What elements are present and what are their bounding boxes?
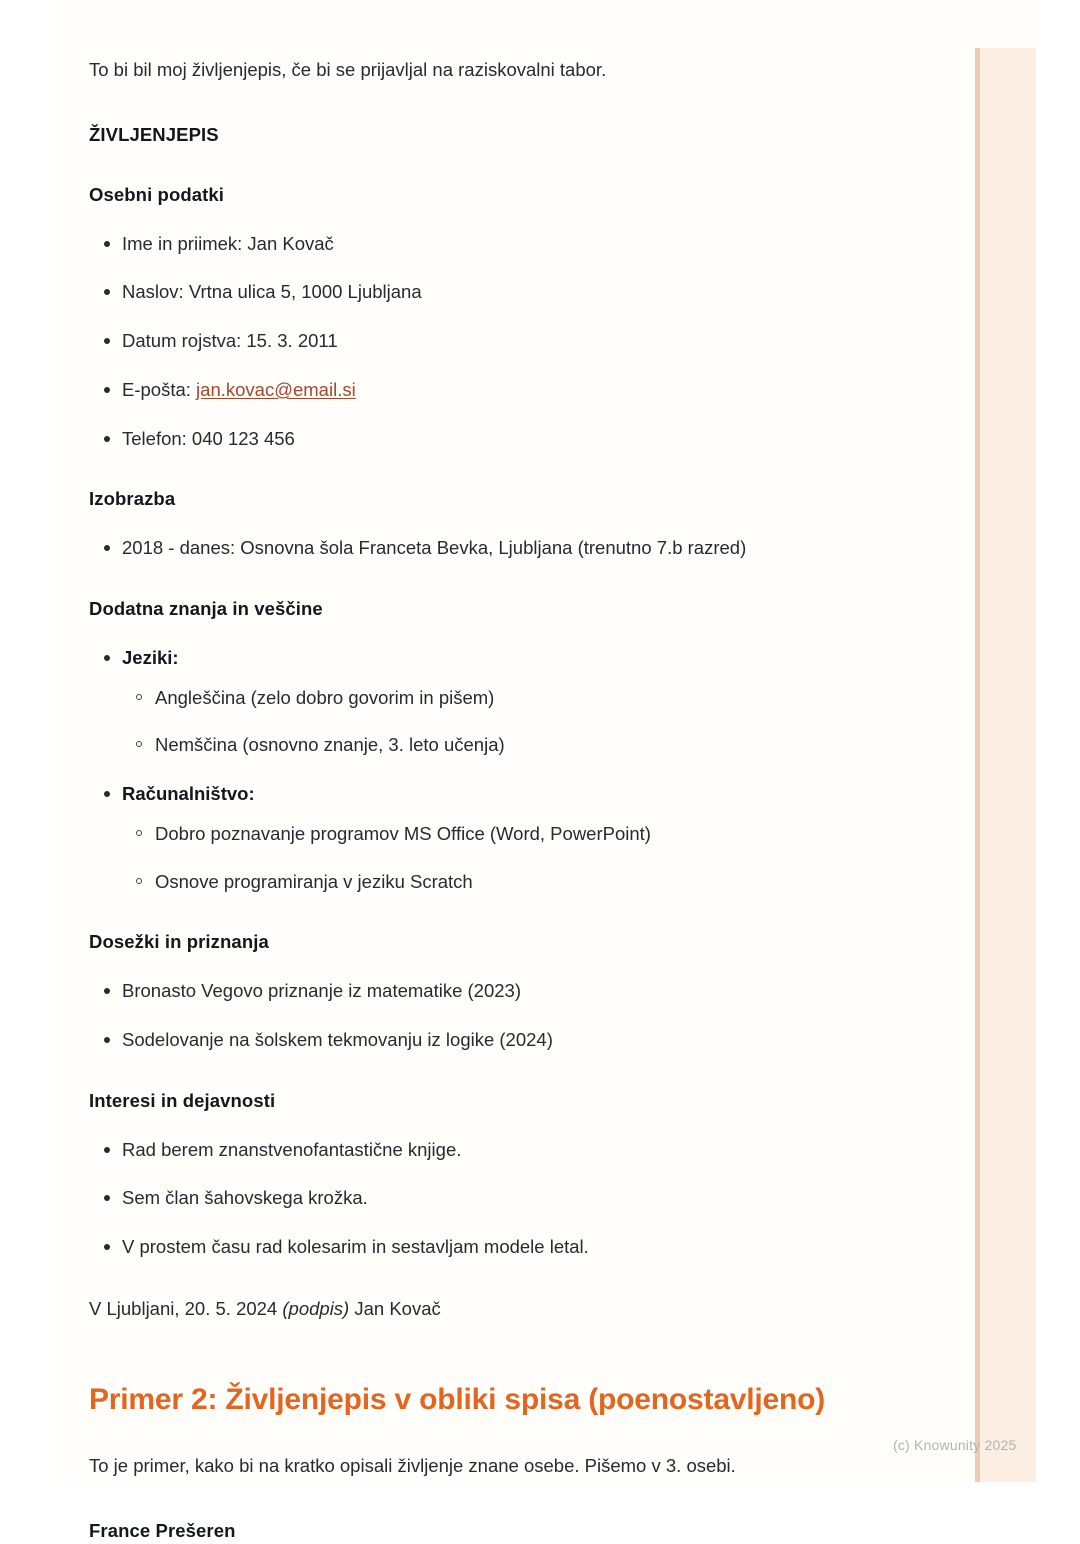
spacer <box>89 84 919 122</box>
spacer <box>89 512 919 534</box>
spacer <box>89 1054 919 1088</box>
list-item <box>89 534 919 562</box>
email-link[interactable]: jan.kovac@email.si <box>196 378 356 400</box>
intro-paragraph: To bi bil moj življenjepis, če bi se prijavljal na raziskovalni tabor. <box>89 59 607 80</box>
list-item-text: Bronasto Vegovo priznanje iz matematike (2023) <box>122 980 521 1002</box>
email-label: E-pošta: <box>122 378 197 400</box>
list-item-text: Dobro poznavanje programov MS Office (Word, PowerPoint) <box>155 822 651 844</box>
list-item <box>122 731 919 759</box>
skills-list <box>89 644 919 896</box>
skill-group-label: Računalništvo: <box>122 783 255 805</box>
spacer <box>89 1418 919 1452</box>
list-item-text: 2018 - danes: Osnovna šola Franceta Bevka, Ljubljana (trenutno 7.b razred) <box>122 537 747 559</box>
list-item <box>89 230 919 258</box>
list-item <box>89 1136 919 1164</box>
spacer <box>89 562 919 596</box>
section-heading-skills: Dodatna znanja in veščine <box>89 597 323 619</box>
spacer <box>89 148 919 182</box>
list-item <box>89 1184 919 1212</box>
personal-data-list <box>89 230 919 453</box>
list-item-text: Naslov: Vrtna ulica 5, 1000 Ljubljana <box>122 281 422 303</box>
spacer <box>89 622 919 644</box>
signature-name: Jan Kovač <box>349 1297 441 1319</box>
page-side-strip <box>975 48 1036 1482</box>
list-item-text: Sodelovanje na šolskem tekmovanju iz logike (2024) <box>122 1028 553 1050</box>
copyright-watermark: (c) Knowunity 2025 <box>893 1437 1017 1453</box>
spacer <box>89 1480 919 1518</box>
spacer <box>89 955 919 977</box>
list-item <box>89 977 919 1005</box>
page-side-strip-edge <box>975 48 980 1482</box>
spacer <box>89 1261 919 1295</box>
spacer <box>89 452 919 486</box>
education-list <box>89 534 919 562</box>
list-item-text: Datum rojstva: 15. 3. 2011 <box>122 330 338 352</box>
section-heading-education: Izobrazba <box>89 488 176 510</box>
list-item-text: Ime in priimek: Jan Kovač <box>122 232 334 254</box>
achievements-list <box>89 977 919 1054</box>
section-heading-interests: Interesi in dejavnosti <box>89 1089 276 1111</box>
list-item <box>89 327 919 355</box>
section-heading-personal: Osebni podatki <box>89 183 225 205</box>
list-item <box>89 1026 919 1054</box>
list-item <box>122 868 919 896</box>
list-item-phone <box>89 425 919 453</box>
spacer <box>89 208 919 230</box>
cv-title: ŽIVLJENJEPIS <box>89 123 219 145</box>
skill-group-label: Jeziki: <box>122 646 179 668</box>
example-two-title: Primer 2: Življenjepis v obliki spisa (poenostavljeno) <box>89 1382 826 1416</box>
list-item-email <box>89 376 919 404</box>
spacer <box>89 895 919 929</box>
section-heading-achievements: Dosežki in priznanja <box>89 931 269 953</box>
list-item-text: Osnove programiranja v jeziku Scratch <box>155 870 473 892</box>
skill-group-computing <box>89 780 919 895</box>
list-item <box>122 820 919 848</box>
skill-sublist-computing <box>122 820 919 896</box>
list-item-text: Sem član šahovskega krožka. <box>122 1187 368 1209</box>
spacer <box>89 1323 919 1381</box>
list-item-text: Nemščina (osnovno znanje, 3. leto učenja) <box>155 734 505 756</box>
list-item <box>122 684 919 712</box>
example-two-paragraph: To je primer, kako bi na kratko opisali življenje znane osebe. Pišemo v 3. osebi. <box>89 1455 736 1477</box>
list-item-text: V prostem času rad kolesarim in sestavljam modele letal. <box>122 1236 589 1258</box>
list-item <box>89 1233 919 1261</box>
list-item-text: Angleščina (zelo dobro govorim in pišem) <box>155 686 495 708</box>
signature-line <box>89 1295 919 1323</box>
list-item <box>89 278 919 306</box>
spacer <box>89 1114 919 1136</box>
document-content <box>89 56 919 1544</box>
skill-group-languages <box>89 644 919 759</box>
list-item-text: Rad berem znanstvenofantastične knjige. <box>122 1138 462 1160</box>
person-heading-preseren: France Prešeren <box>89 1519 236 1541</box>
signature-place-date: V Ljubljani, 20. 5. 2024 <box>89 1297 283 1319</box>
skill-sublist-languages <box>122 684 919 760</box>
signature-note: (podpis) <box>282 1297 350 1319</box>
list-item-text: Telefon: 040 123 456 <box>122 427 295 449</box>
interests-list <box>89 1136 919 1261</box>
